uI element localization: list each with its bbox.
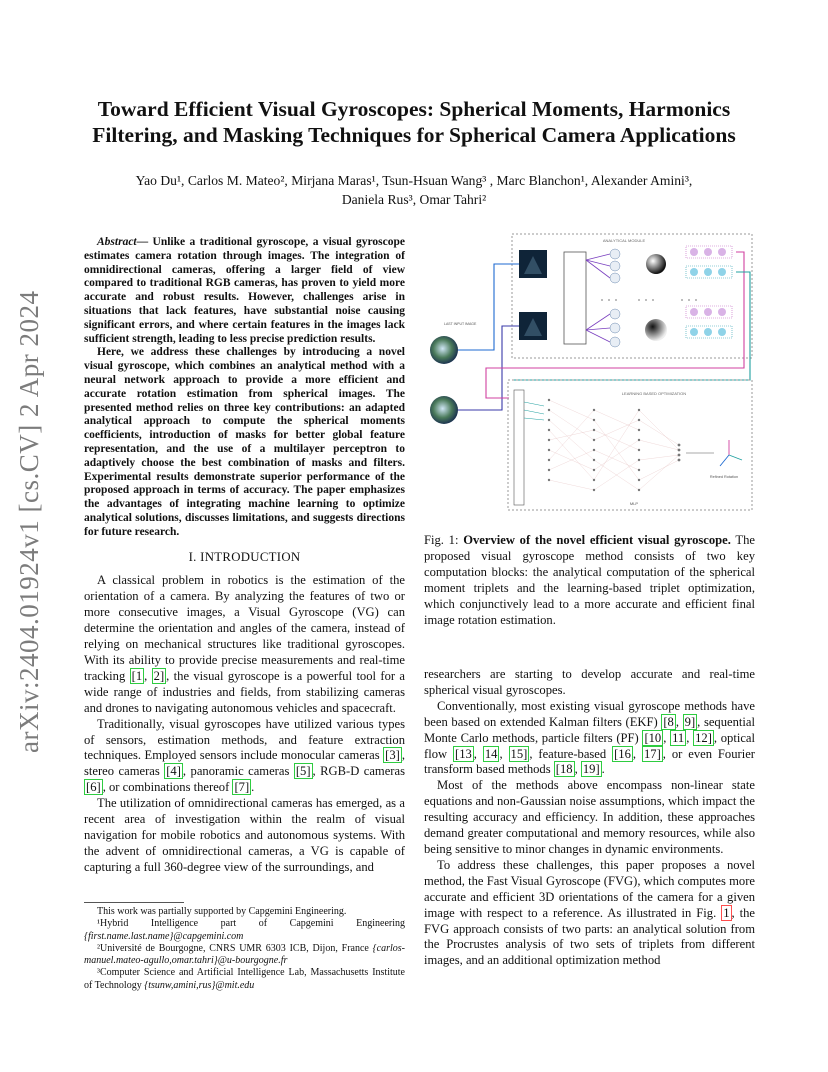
analytical-module-label: ANALYTICAL MODULE [602, 238, 646, 243]
sphere-2 [645, 319, 667, 341]
abstract-p1: — Unlike a traditional gyroscope, a visual gyroscope estimates camera rotation through images. The integration of omnidirectional cameras, offering a larger field of view compared to traditional RGB cameras, has proven to yield more accurate and robust results. However, challenges arise in situations that lack features, have substantial noise causing significant errors, and where certain features in the images lack sufficient strength, leading to less precise prediction results. [84, 236, 405, 345]
figure-label: Fig. 1: [424, 533, 464, 547]
abstract-label: Abstract [97, 236, 137, 248]
compute-block [564, 252, 586, 344]
citation-link[interactable]: 9] [684, 714, 696, 729]
section-heading-intro: I. INTRODUCTION [188, 549, 301, 564]
citation-link[interactable]: [6] [86, 780, 101, 795]
triplet-set-1 [686, 246, 732, 278]
rotation-axes-icon [720, 440, 742, 466]
pipeline-diagram [424, 230, 759, 515]
citation-link[interactable]: 15] [510, 746, 528, 761]
citation-link[interactable]: [5] [295, 764, 311, 779]
input-image-1 [430, 336, 458, 364]
mlp-edges [549, 400, 679, 490]
citation-link[interactable]: 14 [484, 746, 498, 761]
citation-link[interactable]: [16 [614, 746, 631, 761]
output-label: Refined Rotation [709, 475, 739, 479]
input-stack [514, 390, 524, 505]
figure-reference-link[interactable]: 1 [723, 905, 730, 920]
footnote-1: ¹Hybrid Intelligence part of Capgemini Engineering {first.name.last.name}@capgemini.com [84, 918, 405, 942]
citation-link[interactable]: [3] [385, 748, 400, 763]
intro-paragraph-2: Traditionally, visual gyroscopes have utilized various types of sensors, estimation methods, and feature extraction techniques. Employed sensors include monocular cameras [3] , stereo cameras [4] , panoramic cameras [5] , RGB-D cameras [6] , or combinations thereof [7] . [84, 716, 405, 795]
filter-nodes [610, 249, 620, 347]
citation-link[interactable]: 2] [153, 668, 165, 683]
figure-caption-text: The proposed visual gyroscope method consists of two key computation blocks: the analytical computation of the spherical moment triplets and the learning-based triplet optimization, which conjunctively lead to a more accurate and efficient final image rotation estimation. [424, 533, 755, 627]
right-column [424, 667, 755, 969]
mlp-nodes [548, 399, 681, 491]
abstract-p2: Here, we address these challenges by introducing a novel visual gyroscope, which combines an analytical method with a neural network approach to provide a more efficient and accurate rotation estimation from spherical images. The presented method relies on three key contributions: an adapted analytical approach to compute the spherical moments coefficients, introduction of masks for better global feature representation, and the use of a multilayer perceptron to adaptively choose the best combination of masks and filters. Experimental results demonstrate superior performance of the proposed approach in terms of accuracy. The paper emphasizes the advantages of integrating machine learning to optimize analytical solutions, discusses limitations, and suggests directions for future research. [84, 346, 405, 538]
figure-title: Overview of the novel efficient visual gyroscope. [463, 533, 731, 547]
left-column [84, 236, 405, 876]
footnote-2: ²Université de Bourgogne, CNRS UMR 6303 ICB, Dijon, France {carlos-manuel.mateo-agullo,omar.tahri}@u-bourgogne.fr [84, 942, 405, 967]
triplet-set-2 [686, 306, 732, 338]
citation-link[interactable]: 19] [582, 762, 600, 777]
author-list [60, 171, 768, 209]
learning-module-box [508, 380, 752, 510]
sphere-1 [646, 254, 666, 274]
input-image-label: LAST INPUT IMAGE [444, 322, 477, 326]
authors-line-2: Daniela Rus³, Omar Tahri² [341, 192, 487, 207]
footnote-divider [84, 902, 184, 903]
intro-paragraph-3: The utilization of omnidirectional cameras has emerged, as a recent area of investigation within the realm of visual navigation for mobile robotics and autonomous systems. With the advent of omnidirectional cameras, a VG is capable of capturing a full 360-degree view of the surroundings, and [84, 796, 405, 874]
citation-link[interactable]: [18 [555, 762, 573, 777]
citation-link[interactable]: [10 [644, 730, 662, 745]
input-image-2 [430, 396, 458, 424]
right-paragraph-3: Most of the methods above encompass non-linear state equations and non-Gaussian noise assumptions, which impact the resulting accuracy and efficiency. In addition, these approaches demand greater computational and memory resources, while also being sensitive to minor changes in dynamic environments. [424, 778, 755, 856]
arxiv-stamp: arXiv:2404.01924v1 [cs.CV] 2 Apr 2024 [14, 290, 44, 753]
ellipsis-dots [601, 299, 697, 301]
authors-line-1: Yao Du¹, Carlos M. Mateo², Mirjana Maras¹, Tsun-Hsuan Wang³ , Marc Blanchon¹, Alexander Amini³, [135, 173, 693, 188]
learning-module-label: LEARNING BASED OPTIMIZATION [621, 391, 687, 396]
citation-link[interactable]: [13 [455, 746, 472, 761]
right-paragraph-2: Conventionally, most existing visual gyroscope methods have been based on extended Kalman filters (EKF) [8 , 9] , sequential Monte Carlo methods, particle filters (PF) [10 , 11 , 12] , optical flow [13 , 14 , 15] , feature-based [16 , 17] , or even Fourier transform based methods [18 , 19] . [424, 698, 756, 777]
citation-link[interactable]: [8 [663, 714, 674, 729]
intro-paragraph-1: A classical problem in robotics is the estimation of the orientation of a camera. By analyzing the features of two or more consecutive images, a Visual Gyroscope (VG) can determine the orientation and angles of the camera, instead of relying on mechanical structures like traditional gyroscopes. With its ability to provide precise measurements and real-time tracking [1 , 2] , the visual gyroscope is a powerful tool for a wide range of industries and fields, from stabilizing cameras and drones to navigating autonomous vehicles and spacecraft. [84, 573, 406, 715]
citation-link[interactable]: 11 [672, 730, 685, 745]
citation-link[interactable]: [7] [234, 780, 250, 795]
figure-1-diagram [424, 230, 759, 515]
mlp-label: MLP [629, 501, 639, 506]
footnote-support: This work was partially supported by Capgemini Engineering. [97, 906, 347, 917]
figure-1-caption [424, 533, 755, 628]
abstract [84, 236, 405, 540]
paper-title: Toward Efficient Visual Gyroscopes: Spherical Moments, Harmonics Filtering, and Masking Techniques for Spherical Camera Applications [92, 97, 736, 147]
right-paragraph-1: researchers are starting to develop accurate and real-time spherical visual gyroscopes. [424, 667, 755, 697]
citation-link[interactable]: [1 [131, 668, 143, 683]
input-arrows [524, 402, 544, 420]
filter-arrows [586, 254, 610, 342]
right-paragraph-4: To address these challenges, this paper proposes a novel method, the Fast Visual Gyroscope (FVG), which computes more accurate and efficient 3D orientations of the camera for a given image with respect to a reference. As illustrated in Fig. 1 , the FVG approach consists of two parts: an analytical solution from the Procrustes analysis of two sets of triplets from different images, and an additional optimization method [424, 857, 755, 968]
footnotes [84, 906, 405, 992]
analytical-module-box [512, 234, 752, 358]
citation-link[interactable]: 12] [695, 730, 712, 745]
footnote-3: ³Computer Science and Artificial Intelligence Lab, Massachusetts Institute of Technology {tsunw,amini,rus}@mit.edu [84, 967, 405, 991]
citation-link[interactable]: 17] [643, 746, 661, 761]
citation-link[interactable]: [4] [166, 764, 181, 779]
